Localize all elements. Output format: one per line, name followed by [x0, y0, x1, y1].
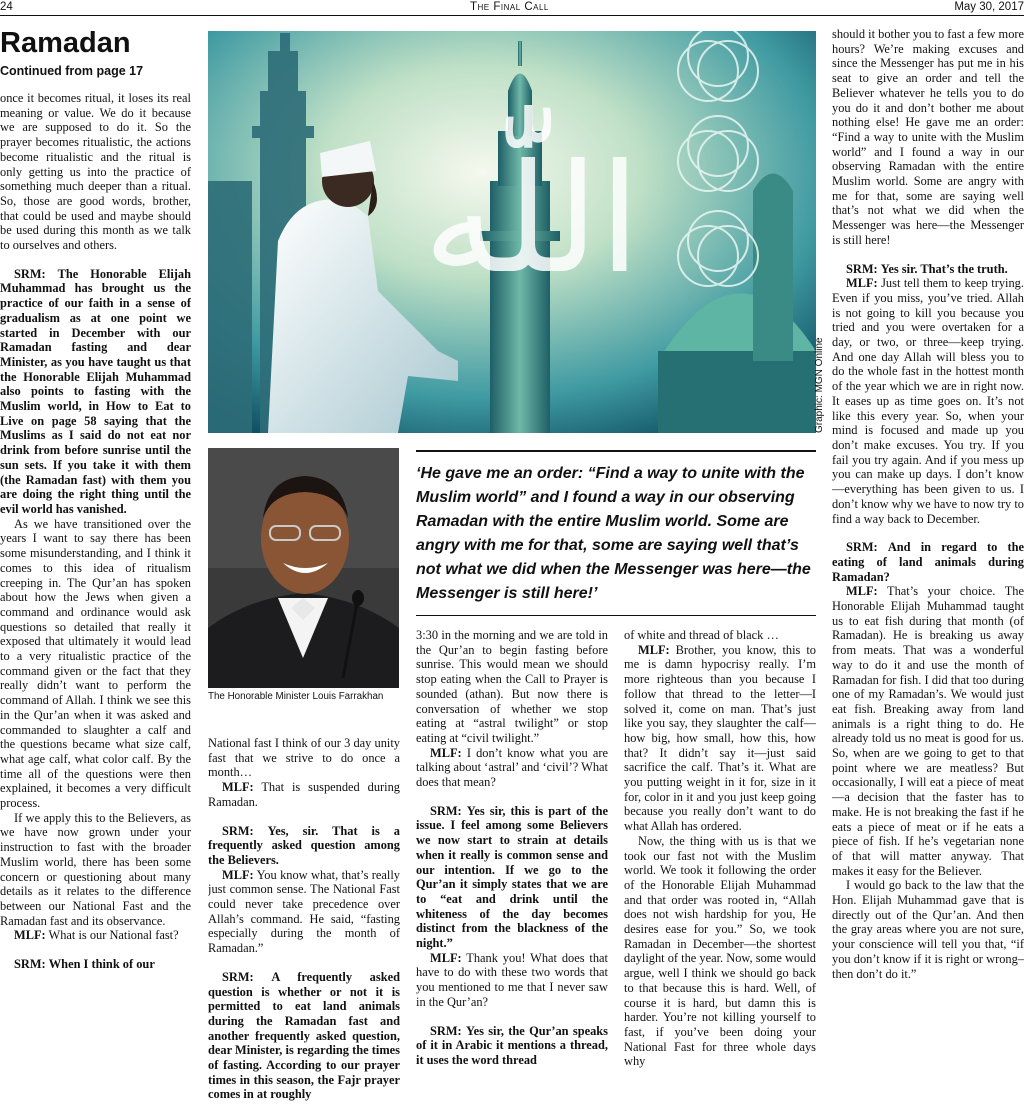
speaker-label: MLF:: [222, 867, 254, 882]
paragraph-text: And in regard to the eating of land animals during Ramadan?: [832, 540, 1024, 584]
publication-name: The Final Call: [470, 1, 549, 13]
paragraph: [0, 957, 191, 972]
paragraph: [832, 584, 1024, 878]
speaker-label: SRM:: [846, 540, 878, 555]
paragraph-text: A frequently asked question is whether or not it is permitted to eat land animals during the Ramadan fast and another frequently asked question, dear Minister, is regarding the times of fasting. According to our prayer times in this season, the Fajr prayer comes in at roughly: [208, 969, 400, 1102]
paragraph-text: You know what, that’s really just common sense. The National Fast could never take precedence over Allah’s command. He said, “fasting especially during the month of Ramadan.”: [208, 867, 400, 956]
paragraph: [0, 928, 191, 943]
paragraph: should it bother you to fast a few more hours? We’re making excuses and since the Messenger has put me in his seat to give an order and tell the Believer whatever he tells you to do you do it and don’t bother me about nothing else! He gave me an order: “Find a way to unite with the Muslim world” and I found a way in our observing Ramadan with the entire Muslim world. Some are angry with me for that, some are saying well that’s not what we did when the Messenger was here—the Messenger is still here!: [832, 27, 1024, 247]
paragraph-text: Just tell them to keep trying. Even if you miss, you’ve tried. Allah is not going to kill you because you tried and you were overtaken for a day, or two, or three—keep trying. And one day Allah will bless you to do the whole fast in the hottest month of the year which we are in right now. It eases up as time goes on. It’s not like this every year. So, when your mind is focused and made up you don’t make excuses. You try. If you fail you try again. And if you mess up you can make up days. I don’t know—everything has been given to us. I don’t know why we have to now try to find a way back to December.: [832, 276, 1024, 526]
paragraph-text: Yes sir. That’s the truth.: [880, 261, 1008, 276]
issue-date: May 30, 2017: [954, 1, 1024, 13]
speaker-label: SRM:: [222, 823, 254, 838]
paragraph-text: Yes, sir. That is a frequently asked question among the Believers.: [208, 823, 400, 867]
paragraph-text: Yes sir, the Qur’an speaks of it in Arabic it mentions a thread, it uses the word thread: [416, 1023, 608, 1067]
paragraph: I would go back to the law that the Hon. Elijah Muhammad gave that is directly out of the Qur’an. And then the gray areas where you are not sure, your conscience will tell you that, “if you don’t know if it is right or wrong–then don’t do it.”: [832, 878, 1024, 981]
speaker-label: MLF:: [430, 745, 462, 760]
paragraph: [208, 868, 400, 956]
paragraph: Now, the thing with us is that we took our fast not with the Muslim world. We took it following the order of the Honorable Elijah Muhammad and that order was rooted in, “Allah does not wish hardship for you, He desires ease for you.” So, we took Ramadan in December—the shortest daylight of the year. Now, some would argue, well I think we should go back to that because this is hard. Well, of course it is hard, but damn this is harder. You’re not killing yourself to fast, if you’ve been doing your National Fast for three whole days why: [624, 833, 816, 1069]
column-3: [416, 628, 608, 1108]
paragraph-text: Brother, you know, this to me is damn hypocrisy really. I’m more righteous than you because I follow that thread to the letter—I solved it, come on man. That’s just like you say, they slaughter the calf—how big, how small, how this, how that? It didn’t say it—just said sacrifice the calf. That’s it. What are you putting weight in it for, size in it for, color in it and you just keep going because you really don’t want to do what Allah has ordered.: [624, 642, 816, 834]
paragraph-text: Thank you! What does that have to do with these two words that you mentioned to me that I never saw in the Qur’an?: [416, 950, 608, 1009]
paragraph: [208, 824, 400, 868]
paragraph-text: The Honorable Elijah Muhammad has brought us the practice of our faith in a sense of gradualism as at one point we started in December with our Ramadan fasting and dear Minister, as you have taught us that the Honorable Elijah Muhammad also points to fasting with the Muslim world, in How to Eat to Live on page 58 saying that the Muslims as I said do not eat nor drink from before sunrise until the sun sets. If you take it with them (the Ramadan fast) with them you are doing the right thing until the evil world has vanished.: [0, 266, 191, 516]
speaker-label: MLF:: [638, 642, 670, 657]
paragraph: of white and thread of black …: [624, 628, 779, 642]
speaker-label: SRM:: [14, 957, 46, 972]
photo-caption: The Honorable Minister Louis Farrakhan: [208, 691, 384, 702]
pull-quote: ‘He gave me an order: “Find a way to unite with the Muslim world” and I found a way in our observing Ramadan with the entire Muslim world. Some are angry with me for that, some are saying well that’s not what we did when the Messenger was here—the Messenger is still here!’: [416, 450, 816, 616]
paragraph: [832, 276, 1024, 526]
page-number: 24: [0, 1, 13, 13]
paragraph: [832, 262, 1024, 277]
paragraph: [208, 780, 400, 809]
column-1: [0, 91, 191, 1108]
paragraph: National fast I think of our 3 day unity fast that we strive to do once a month…: [208, 736, 400, 780]
paragraph: [416, 746, 608, 790]
mosque-illustration: [208, 31, 816, 433]
speaker-label: MLF:: [846, 584, 878, 599]
speaker-label: SRM:: [430, 803, 462, 818]
paragraph-text: What is our National fast?: [48, 928, 179, 943]
speaker-label: SRM:: [222, 969, 254, 984]
portrait-illustration: [208, 448, 399, 688]
paragraph-text: Yes sir, this is part of the issue. I feel among some Believers we now start to strain at details when it really is common sense and our intention. If we go to the Qur’an it simply states that we are to “eat and drink until the whiteness of the day becomes distinct from the blackness of the night.”: [416, 803, 608, 951]
graphic-credit: Graphic: MGN Online: [814, 337, 825, 433]
paragraph: once it becomes ritual, it loses its real meaning or value. We do it because we are supposed to do it. So the prayer becomes ritualistic, the actions become ritualistic and the ritual is only getting us into the practice of something much deeper than a ritual. So, those are good words, brother, that could be used and maybe should be used during this month as we talk to ourselves and others.: [0, 91, 191, 253]
article-title: Ramadan: [0, 27, 131, 59]
continued-note: Continued from page 17: [0, 64, 144, 78]
page-header: [0, 0, 1024, 16]
speaker-label: SRM:: [14, 266, 46, 281]
speaker-label: SRM:: [430, 1023, 462, 1038]
paragraph: [0, 267, 191, 517]
ramadan-graphic: [208, 31, 816, 433]
paragraph-text: That’s your choice. The Honorable Elijah Muhammad taught us to eat fish during that month (of Ramadan). He is breaking us away from meats. That was a wonderful way to do it and use the month of Ramadan for fish. I did that too during one of my Ramadan’s. We would just eat fish. Breaking away from land animals is a right thing to do. He already told us no meat is good for us. So, when are we going to get to that point where we are meatless? But occasionally, I will eat a piece of meat—a decision that the faster has to make. He is not breaking the fast if he eats a piece of meat or if he eats a piece of fish. If he’s vegetarian none of that will matter anyway. That makes it easy for the Believer.: [832, 584, 1024, 878]
paragraph-text: I don’t know what you are talking about ‘astral’ and ‘civil’? What does that mean?: [416, 745, 608, 790]
farrakhan-photo: [208, 448, 399, 688]
speaker-label: MLF:: [14, 928, 46, 943]
column-5: [832, 27, 1024, 1108]
column-4: [624, 628, 816, 1108]
paragraph: As we have transitioned over the years I want to say there has been some misunderstanding, and I think it comes to this idea of ritualism creeping in. The Qur’an has spoken about how the Jews when given a command and ordinance would ask questions so detailed that really it exposed that ultimately it would lead to a very ritualistic practice of the command given or the fact that they really didn’t want to perform the command of Allah. I think we see this in the Qur’an when it was asked and commanded to slaughter a calf and the questions became what size calf, what age calf, what color calf. By the time all of the questions were then explained, it becomes a very difficult process.: [0, 516, 191, 811]
speaker-label: MLF:: [430, 950, 462, 965]
allah-calligraphy: اللّٰه: [423, 133, 641, 307]
paragraph: [416, 1024, 608, 1068]
speaker-label: SRM:: [846, 261, 878, 276]
speaker-label: MLF:: [846, 276, 878, 291]
paragraph-text: When I think of our: [48, 957, 155, 972]
paragraph: [832, 540, 1024, 584]
paragraph: 3:30 in the morning and we are told in the Qur’an to begin fasting before sunrise. This would mean we should stop eating when the Call to Prayer is sounded (athan). But now there is conversation of whether we stop eating at “astral twilight” or stop eating at “civil twilight.”: [416, 628, 608, 745]
column-2: [208, 736, 400, 1108]
speaker-label: MLF:: [222, 780, 254, 795]
paragraph: [416, 951, 608, 1010]
paragraph: [208, 970, 400, 1102]
paragraph: [416, 804, 608, 951]
paragraph-text: That is suspended during Ramadan.: [208, 780, 400, 809]
paragraph: [624, 643, 816, 834]
paragraph: If we apply this to the Believers, as we have now grown under your instruction to fast with the broader Muslim world, there has been some concern or questioning about many details as it relates to the difference between our National Fast and the Ramadan fast and its observance.: [0, 810, 191, 928]
